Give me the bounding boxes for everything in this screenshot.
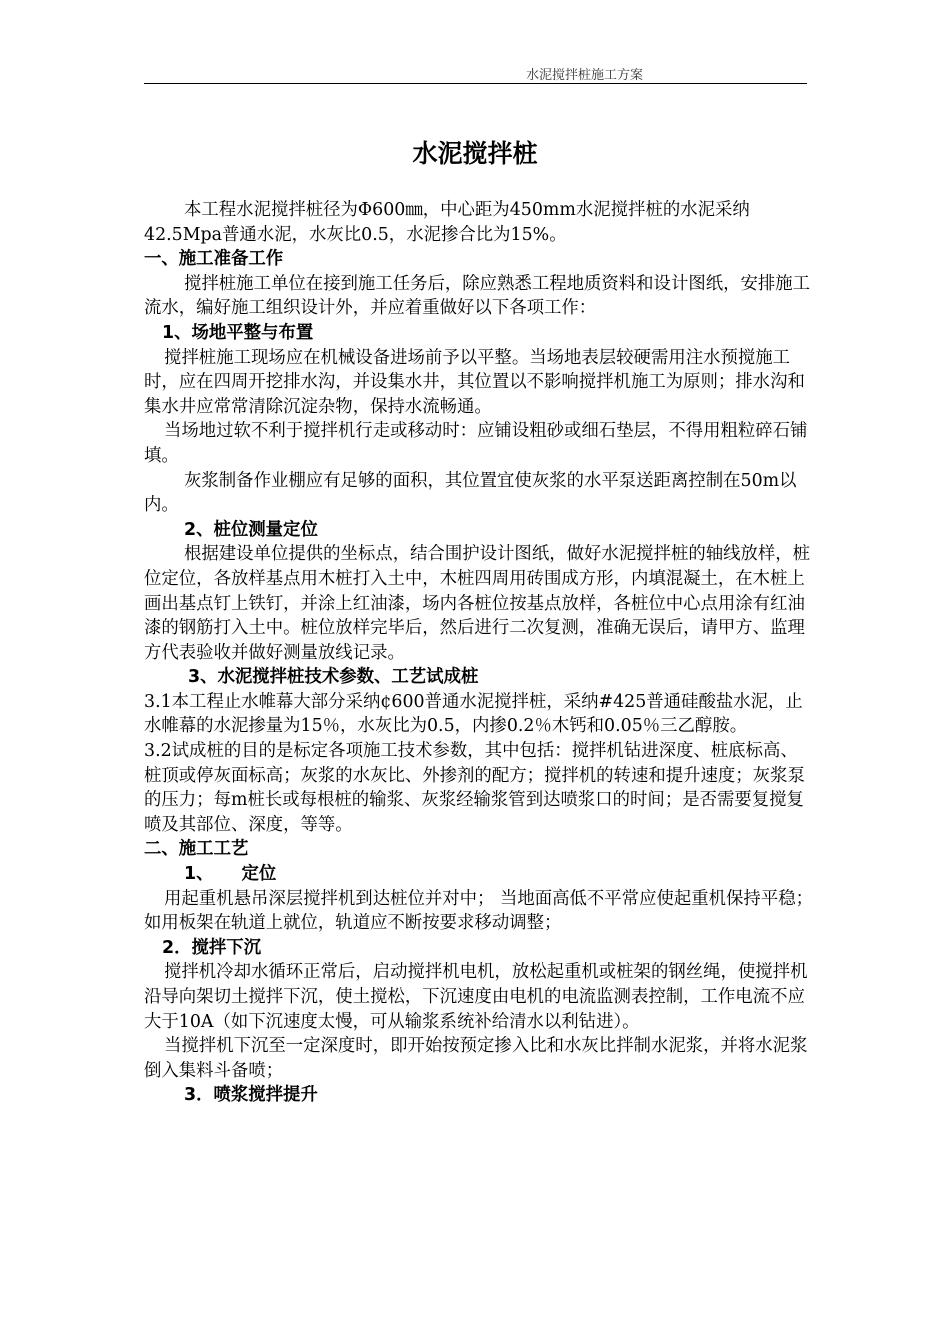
- section2-heading: 二、施工工艺: [144, 839, 249, 860]
- subsection1-paragraph: 当场地过软不利于搅拌机行走或移动时：应铺设粗砂或细石垫层，不得用粗粒碎石铺填。: [144, 421, 808, 466]
- step2-paragraph: 搅拌机冷却水循环正常后，启动搅拌机电机，放松起重机或桩架的钢丝绳，使搅拌机沿导向架切土搅拌下沉，使土搅松，下沉速度由电机的电流监测表控制，工作电流不应大于10A（如下沉速度太慢，可从输浆系统补给清水以利钻进）。: [144, 962, 808, 1032]
- step1-heading: [144, 862, 814, 887]
- step1-paragraph: 用起重机悬吊深层搅拌机到达桩位并对中； 当地面高低不平常应使起重机保持平稳；如用板架在轨道上就位，轨道应不断按要求移动调整；: [144, 888, 813, 934]
- subsection3-paragraph: 3.2试成桩的目的是标定各项施工技术参数，其中包括：搅拌机钻进深度、桩底标高、桩顶或停灰面标高；灰浆的水灰比、外掺剂的配方；搅拌机的转速和提升速度；灰浆泵的压力；每m桩长或每根桩的输浆、灰浆经输浆管到达喷浆口的时间；是否需要复搅复喷及其部位、深度，等等。: [144, 741, 805, 835]
- step1-number: 1、: [184, 864, 214, 885]
- subsection3-heading: 3、水泥搅拌桩技术参数、工艺试成桩: [188, 667, 479, 688]
- document-title: 水泥搅拌桩: [412, 139, 538, 168]
- step2-paragraph: 当搅拌机下沉至一定深度时，即开始按预定掺入比和水灰比拌制水泥浆，并将水泥浆倒入集料斗备喷；: [144, 1036, 808, 1081]
- subsection2-paragraph: 根据建设单位提供的坐标点，结合围护设计图纸，做好水泥搅拌桩的轴线放样，桩位定位，各放样基点用木桩打入土中，木桩四周用砖围成方形，内填混凝土，在木桩上画出基点钉上铁钉，并涂上红油漆，场内各桩位按基点放样，各桩位中心点用涂有红油漆的钢筋打入土中。桩位放样完毕后，然后进行二次复测，准确无误后，请甲方、监理方代表验收并做好测量放线记录。: [144, 544, 811, 663]
- document-body: [144, 198, 814, 1108]
- step2-heading: 2．搅拌下沉: [162, 937, 262, 958]
- section1-heading: 一、施工准备工作: [144, 249, 284, 270]
- subsection1-paragraph: 灰浆制备作业棚应有足够的面积，其位置宜使灰浆的水平泵送距离控制在50m以内。: [144, 470, 797, 516]
- subsection3-paragraph: 3.1本工程止水帷幕大部分采纳¢600普通水泥搅拌桩，采纳#425普通硅酸盐水泥，止水帷幕的水泥掺量为15％，水灰比为0.5，内掺0.2％木钙和0.05％三乙醇胺。: [144, 691, 803, 737]
- step1-label: 定位: [241, 864, 277, 885]
- step3-heading: 3．喷浆搅拌提升: [184, 1085, 318, 1106]
- subsection2-heading: 2、桩位测量定位: [184, 519, 318, 540]
- page-header: 水泥搅拌桩施工方案: [526, 68, 644, 83]
- subsection1-paragraph: 搅拌桩施工现场应在机械设备进场前予以平整。当场地表层较硬需用注水预搅施工时，应在四周开挖排水沟，并设集水井，其位置以不影响搅拌机施工为原则；排水沟和集水井应常常清除沉淀杂物，保持水流畅通。: [144, 347, 805, 417]
- header-divider: [144, 83, 807, 84]
- section1-paragraph: 搅拌桩施工单位在接到施工任务后，除应熟悉工程地质资料和设计图纸，安排施工流水，编好施工组织设计外，并应着重做好以下各项工作：: [144, 273, 811, 319]
- subsection1-heading: 1、场地平整与布置: [162, 322, 314, 343]
- intro-paragraph: 本工程水泥搅拌桩径为Φ600㎜，中心距为450mm水泥搅拌桩的水泥采纳42.5Mpa普通水泥，水灰比0.5，水泥掺合比为15%。: [144, 200, 750, 245]
